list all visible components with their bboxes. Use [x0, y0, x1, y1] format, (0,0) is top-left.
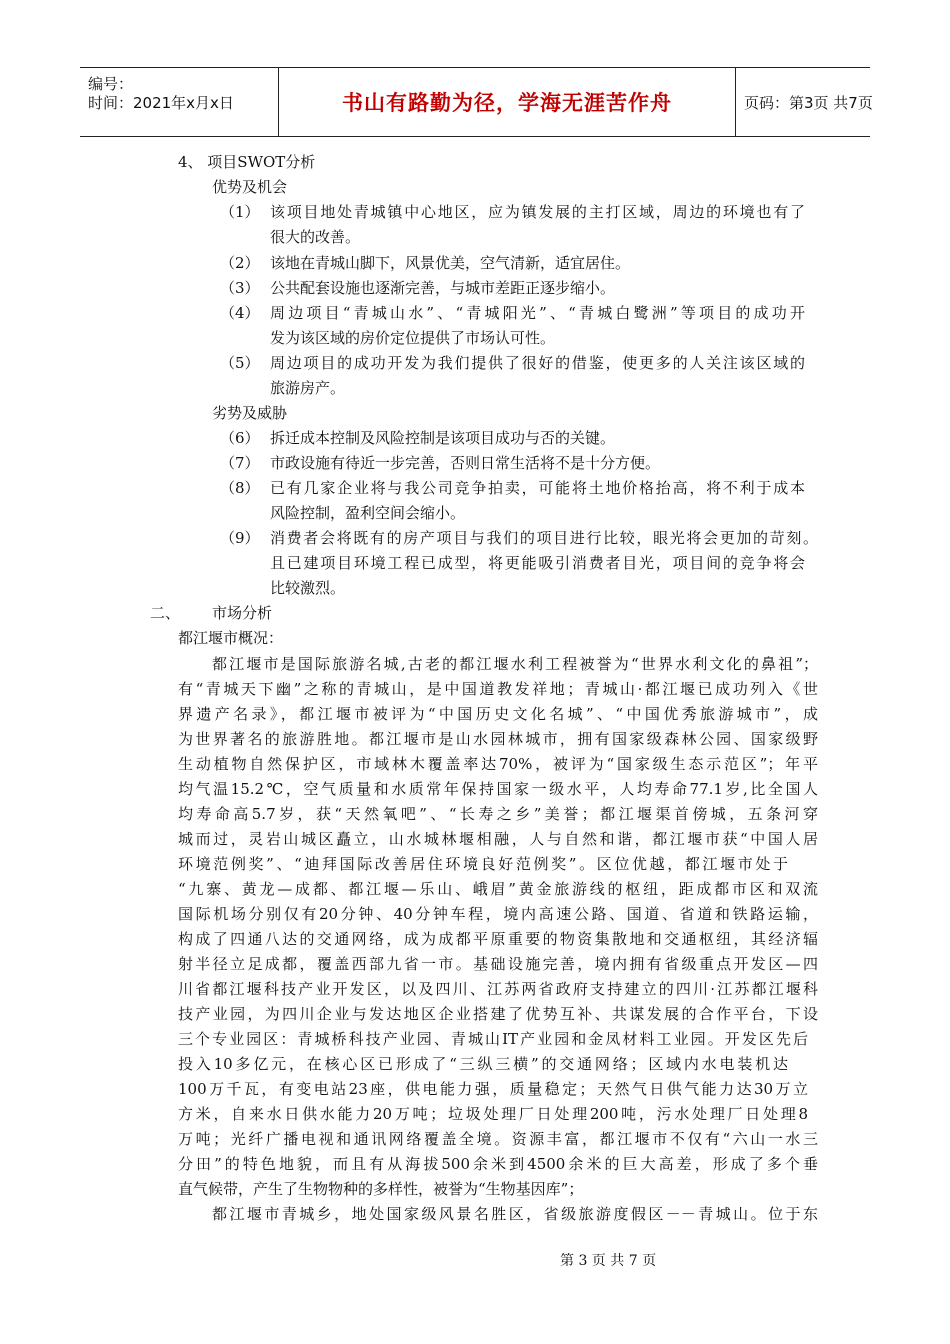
text-line: 市场分析 [212, 604, 273, 622]
text-line: 有“青城天下幽”之称的青城山，是中国道教发祥地；青城山·都江堰已成功列入《世 [178, 680, 818, 698]
text-line: 川省都江堰科技产业开发区，以及四川、江苏两省政府支持建立的四川·江苏都江堰科 [178, 980, 818, 998]
header-motto-cell [279, 68, 736, 136]
text-line: （9） [220, 529, 260, 547]
text-line: 都江堰市是国际旅游名城,古老的都江堰水利工程被誉为“世界水利文化的鼻祖”； [212, 655, 818, 673]
text-line: 技产业园，为四川企业与发达地区企业搭建了优势互补、共谋发展的合作平台，下设 [178, 1005, 818, 1023]
text-line: 都江堰市青城乡，地处国家级风景名胜区，省级旅游度假区－－青城山。位于东 [212, 1205, 818, 1223]
text-line: 环境范例奖”、“迪拜国际改善居住环境良好范例奖”。区位优越，都江堰市处于 [178, 855, 788, 873]
number-label: 编号： [88, 75, 134, 93]
text-line: 界遗产名录》，都江堰市被评为“中国历史文化名城”、“中国优秀旅游城市”，成 [178, 705, 818, 723]
text-line: 劣势及威胁 [212, 404, 288, 422]
motto: 书山有路勤为径，学海无涯苦作舟 [342, 91, 672, 115]
text-line: 比较激烈。 [270, 579, 346, 597]
text-line: 发为该区域的房价定位提供了市场认可性。 [270, 329, 556, 347]
text-line: 市政设施有待近一步完善，否则日常生活将不是十分方便。 [270, 454, 661, 472]
text-line: 风险控制，盈利空间会缩小。 [270, 504, 466, 522]
text-line: 构成了四通八达的交通网络，成为成都平原重要的物资集散地和交通枢纽，其经济辐 [178, 930, 818, 948]
text-line: 射半径立足成都，覆盖西部九省一市。基础设施完善，境内拥有省级重点开发区—四 [178, 955, 818, 973]
text-line: 拆迁成本控制及风险控制是该项目成功与否的关键。 [270, 429, 616, 447]
text-line: 周边项目的成功开发为我们提供了很好的借鉴，使更多的人关注该区域的 [270, 354, 805, 372]
text-line: 均气温15.2℃，空气质量和水质常年保持国家一级水平，人均寿命77.1岁,比全国人 [178, 780, 818, 798]
text-line: （7） [220, 454, 260, 472]
text-line: 均寿命高5.7岁，获“天然氧吧”、“长寿之乡”美誉；都江堰渠首傍城，五条河穿 [178, 805, 818, 823]
text-line: （1） [220, 203, 260, 221]
text-line: （4） [220, 304, 260, 322]
text-line: 三个专业园区：青城桥科技产业园、青城山IT产业园和金凤材料工业园。开发区先后 [178, 1030, 808, 1048]
text-line: 优势及机会 [212, 178, 288, 196]
text-line: 投入10多亿元，在核心区已形成了“三纵三横”的交通网络；区域内水电装机达 [178, 1055, 788, 1073]
header-page-info: 页码：第3页 共7页 [744, 93, 873, 112]
text-line: 周边项目“青城山水”、“青城阳光”、“青城白鹭洲”等项目的成功开 [270, 304, 805, 322]
text-line: “九寨、黄龙—成都、都江堰—乐山、峨眉”黄金旅游线的枢纽，距成都市区和双流 [178, 880, 818, 898]
page-footer: 第 3 页 共 7 页 [560, 1253, 657, 1269]
text-line: 分田”的特色地貌，而且有从海拔500余米到4500余米的巨大高差，形成了多个垂 [178, 1155, 818, 1173]
text-line: 该地在青城山脚下，风景优美，空气清新，适宜居住。 [270, 254, 631, 272]
text-line: 万吨；光纤广播电视和通讯网络覆盖全境。资源丰富，都江堰市不仅有“六山一水三 [178, 1130, 818, 1148]
text-line: 为世界著名的旅游胜地。都江堰市是山水园林城市，拥有国家级森林公园、国家级野 [178, 730, 818, 748]
text-line: （2） [220, 254, 260, 272]
text-line: （5） [220, 354, 260, 372]
text-line: （3） [220, 279, 260, 297]
text-line: 且已建项目环境工程已成型，将更能吸引消费者目光，项目间的竞争将会 [270, 554, 805, 572]
text-line: 城而过，灵岩山城区矗立，山水城林堰相融，人与自然和谐，都江堰市获“中国人居 [178, 830, 818, 848]
text-line: 100万千瓦，有变电站23座，供电能力强，质量稳定；天然气日供气能力达30万立 [178, 1080, 808, 1098]
text-line: 已有几家企业将与我公司竞争拍卖，可能将土地价格抬高，将不利于成本 [270, 479, 805, 497]
date-label: 时间：2021年x月x日 [88, 94, 234, 112]
text-line: 都江堰市概况： [178, 629, 284, 647]
text-line: （8） [220, 479, 260, 497]
text-line: 该项目地处青城镇中心地区，应为镇发展的主打区域，周边的环境也有了 [270, 203, 805, 221]
text-line: 消费者会将既有的房产项目与我们的项目进行比较，眼光将会更加的苛刻。 [270, 529, 818, 547]
text-line: 国际机场分别仅有20分钟、40分钟车程，境内高速公路、国道、省道和铁路运输， [178, 905, 818, 923]
text-line: 直气候带，产生了生物物种的多样性，被誉为“生物基因库”； [178, 1180, 584, 1198]
text-line: 旅游房产。 [270, 379, 346, 397]
text-line: 公共配套设施也逐渐完善，与城市差距正逐步缩小。 [270, 279, 616, 297]
page-header [80, 67, 873, 137]
text-line: 二、 [150, 604, 181, 622]
text-line: （6） [220, 429, 260, 447]
text-line: 方米，自来水日供水能力20万吨；垃圾处理厂日处理200吨，污水处理厂日处理8 [178, 1105, 808, 1123]
text-line: 4、 项目SWOT分析 [178, 153, 316, 171]
header-meta [80, 68, 279, 136]
text-line: 生动植物自然保护区，市域林木覆盖率达70%，被评为“国家级生态示范区”；年平 [178, 755, 818, 773]
text-line: 很大的改善。 [270, 228, 361, 246]
